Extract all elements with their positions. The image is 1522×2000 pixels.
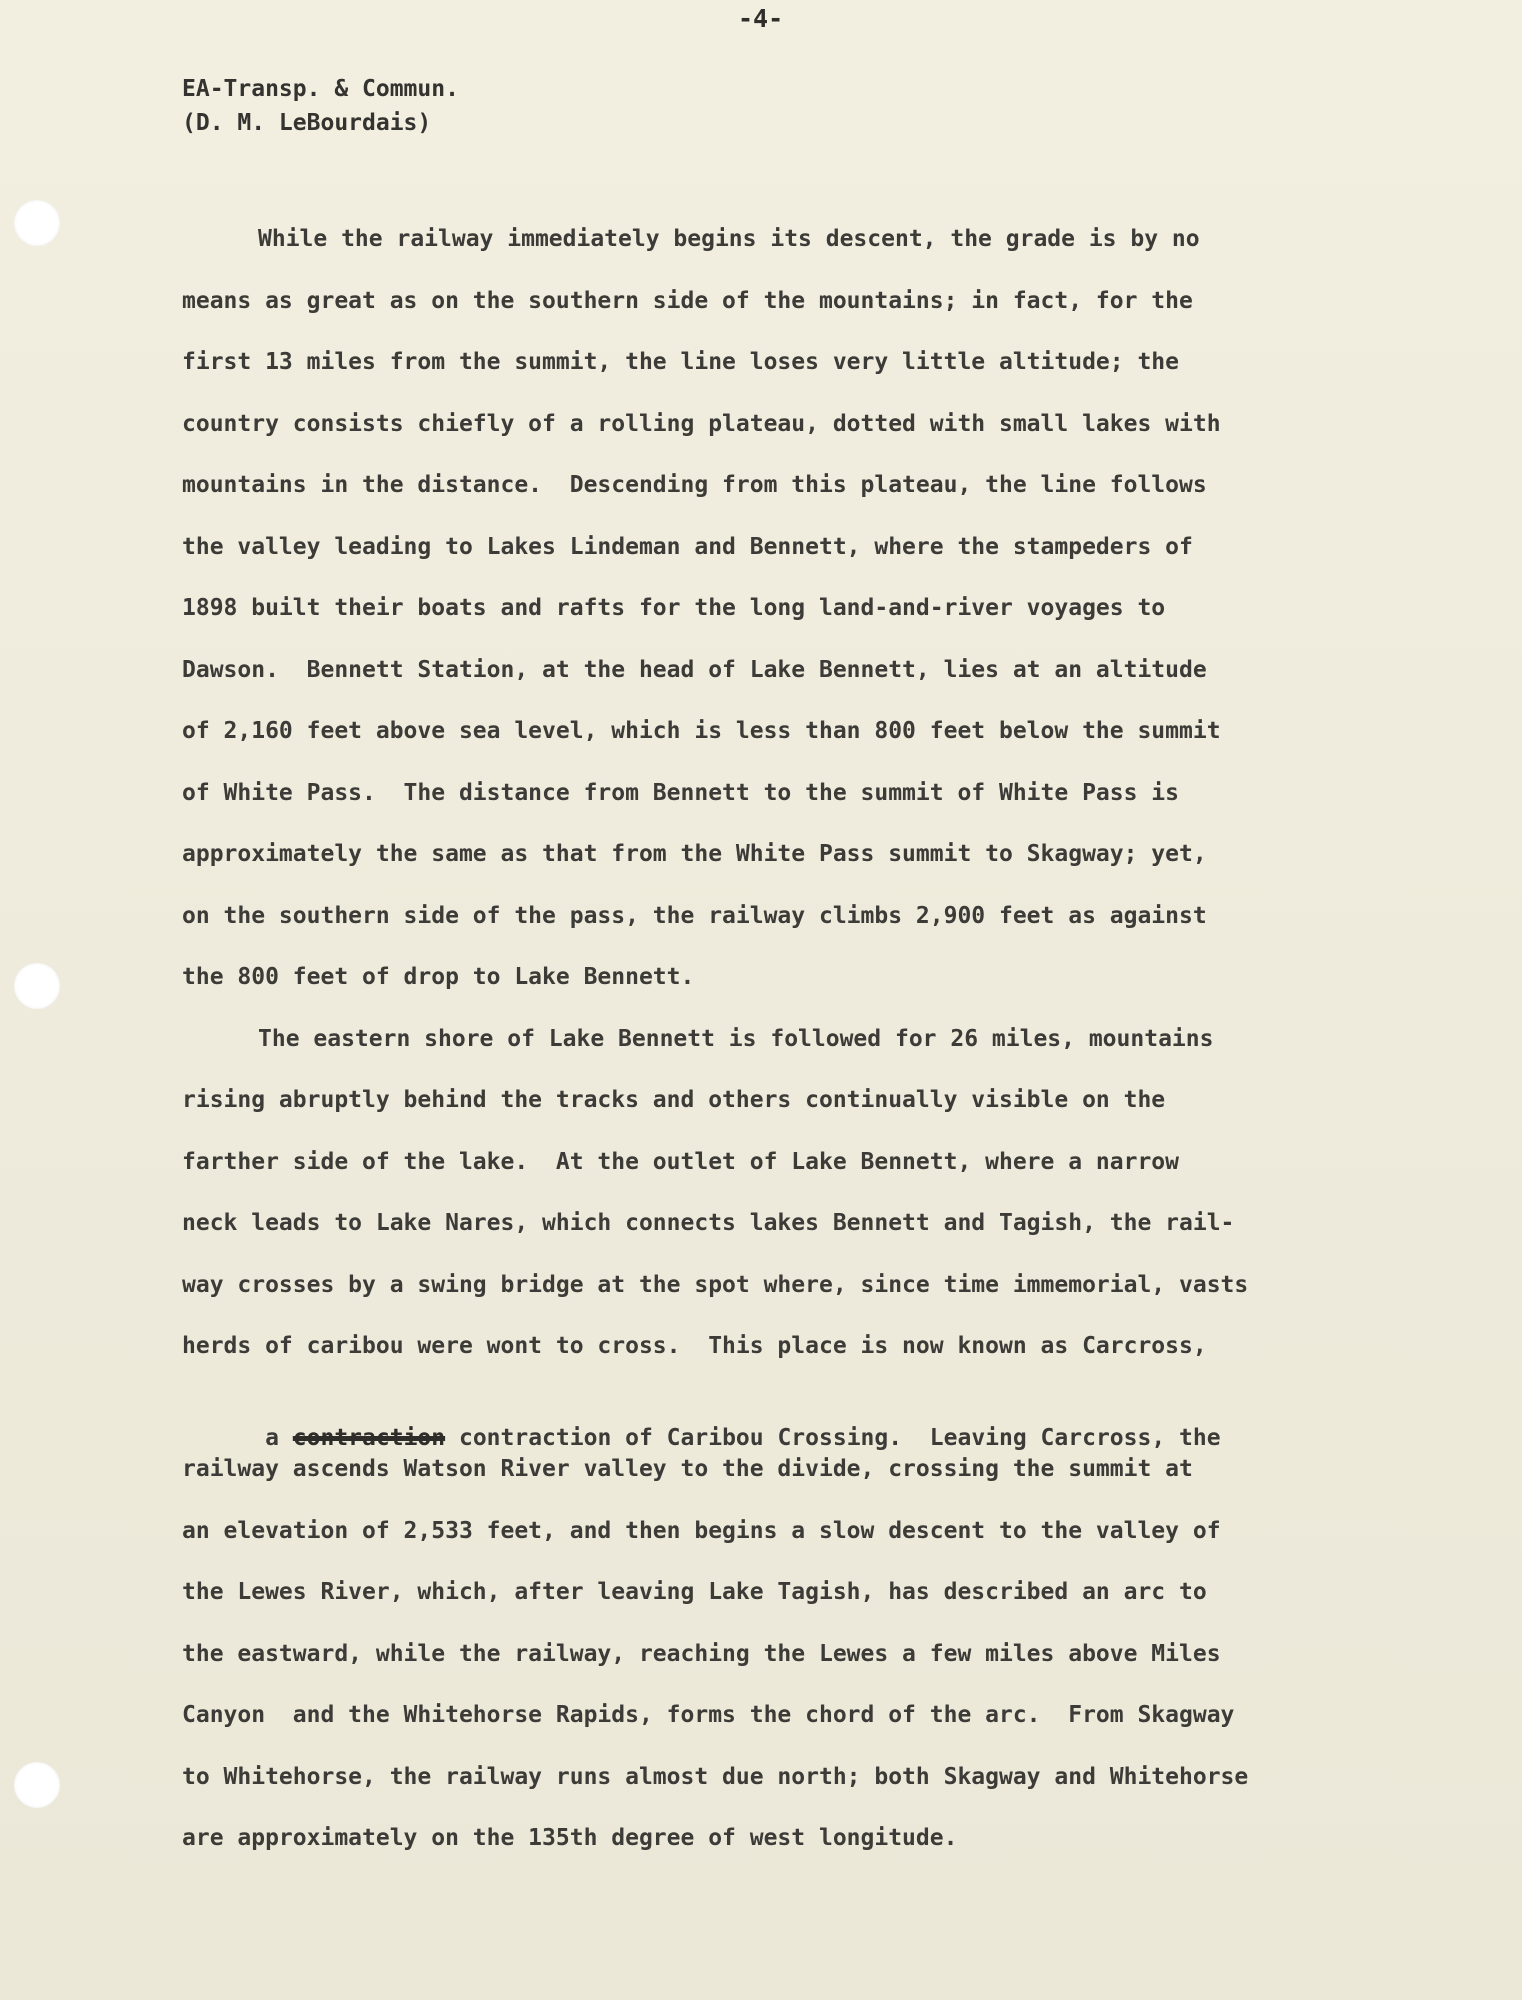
text-line: farther side of the lake. At the outlet of Lake Bennett, where a narrow bbox=[182, 1149, 1179, 1175]
text-line: first 13 miles from the summit, the line loses very little altitude; the bbox=[182, 349, 1179, 375]
struck-out-word: contraction bbox=[292, 1425, 446, 1451]
text-line: The eastern shore of Lake Bennett is followed for 26 miles, mountains bbox=[258, 1026, 1214, 1052]
text-line: Dawson. Bennett Station, at the head of Lake Bennett, lies at an altitude bbox=[182, 657, 1207, 683]
page-number: -4- bbox=[738, 4, 784, 33]
text-line: the eastward, while the railway, reaching the Lewes a few miles above Miles bbox=[182, 1641, 1221, 1667]
text-line: rising abruptly behind the tracks and others continually visible on the bbox=[182, 1087, 1166, 1113]
text-line: Canyon and the Whitehorse Rapids, forms the chord of the arc. From Skagway bbox=[182, 1702, 1235, 1728]
text-line: the valley leading to Lakes Lindeman and Bennett, where the stampeders of bbox=[182, 534, 1193, 560]
punch-hole-bottom bbox=[14, 1762, 60, 1808]
text-line: herds of caribou were wont to cross. This place is now known as Carcross, bbox=[182, 1333, 1207, 1359]
text-line: the Lewes River, which, after leaving Lake Tagish, has described an arc to bbox=[182, 1579, 1207, 1605]
text-line: means as great as on the southern side of the mountains; in fact, for the bbox=[182, 288, 1193, 314]
text-line: on the southern side of the pass, the railway climbs 2,900 feet as against bbox=[182, 903, 1207, 929]
text-line: an elevation of 2,533 feet, and then begins a slow descent to the valley of bbox=[182, 1518, 1221, 1544]
text-line: way crosses by a swing bridge at the spot where, since time immemorial, vasts bbox=[182, 1272, 1249, 1298]
header-author: (D. M. LeBourdais) bbox=[182, 110, 432, 136]
document-header bbox=[182, 72, 459, 140]
punch-hole-middle bbox=[14, 963, 60, 1009]
text-line: of 2,160 feet above sea level, which is less than 800 feet below the summit bbox=[182, 718, 1221, 744]
header-classification: EA-Transp. & Commun. bbox=[182, 76, 459, 102]
text-line: neck leads to Lake Nares, which connects lakes Bennett and Tagish, the rail- bbox=[182, 1210, 1235, 1236]
text-line-rest: contraction of Caribou Crossing. Leaving Carcross, the bbox=[445, 1425, 1221, 1451]
text-line-start: a bbox=[265, 1425, 293, 1451]
text-line: railway ascends Watson River valley to the divide, crossing the summit at bbox=[182, 1456, 1193, 1482]
text-line: 1898 built their boats and rafts for the long land-and-river voyages to bbox=[182, 595, 1166, 621]
text-line: to Whitehorse, the railway runs almost due north; both Skagway and Whitehorse bbox=[182, 1764, 1249, 1790]
text-line: While the railway immediately begins its descent, the grade is by no bbox=[258, 226, 1200, 252]
text-line: of White Pass. The distance from Bennett to the summit of White Pass is bbox=[182, 780, 1179, 806]
text-line: the 800 feet of drop to Lake Bennett. bbox=[182, 964, 695, 990]
punch-hole-top bbox=[14, 200, 60, 246]
text-line: country consists chiefly of a rolling plateau, dotted with small lakes with bbox=[182, 411, 1221, 437]
text-line: mountains in the distance. Descending from this plateau, the line follows bbox=[182, 472, 1207, 498]
text-line: are approximately on the 135th degree of west longitude. bbox=[182, 1825, 958, 1851]
text-line: approximately the same as that from the White Pass summit to Skagway; yet, bbox=[182, 841, 1207, 867]
